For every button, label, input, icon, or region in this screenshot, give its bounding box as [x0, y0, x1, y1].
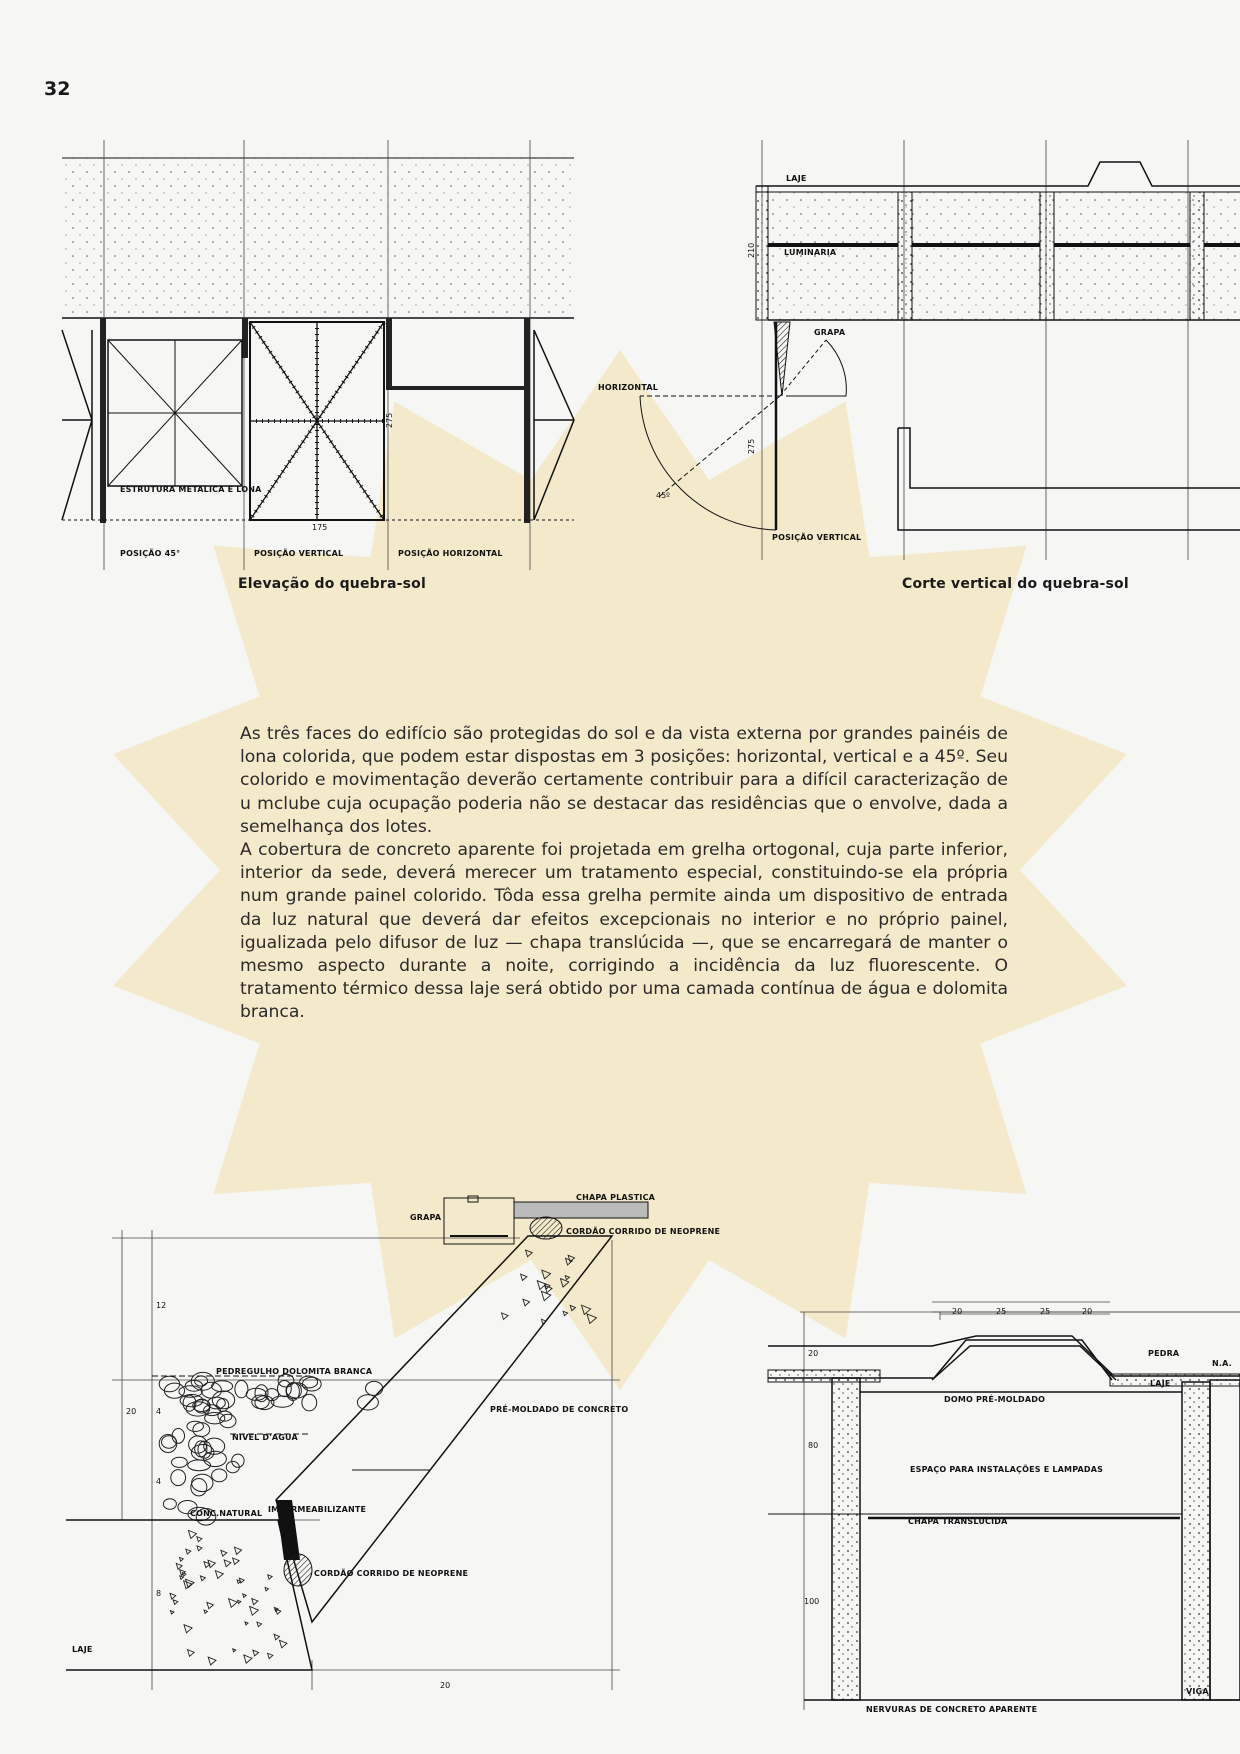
svg-text:CORDÃO CORRIDO DE NEOPRENE: CORDÃO CORRIDO DE NEOPRENE — [314, 1569, 469, 1578]
svg-text:IMPERMEABILIZANTE: IMPERMEABILIZANTE — [268, 1505, 367, 1514]
svg-text:CHAPA PLASTICA: CHAPA PLASTICA — [576, 1193, 656, 1202]
gravel-piece — [233, 1558, 240, 1565]
svg-text:CONC.NATURAL: CONC.NATURAL — [190, 1509, 263, 1518]
svg-text:80: 80 — [808, 1441, 819, 1450]
svg-text:LAJE: LAJE — [72, 1645, 93, 1654]
gravel-piece — [265, 1587, 269, 1591]
stone — [212, 1469, 227, 1482]
svg-text:25: 25 — [1040, 1307, 1051, 1316]
gravel-piece — [560, 1279, 568, 1287]
gravel-piece — [541, 1319, 546, 1324]
gravel-piece — [521, 1274, 527, 1280]
paragraph-2: A cobertura de concreto aparente foi projetada em grelha ortogonal, cuja parte inferior, interior da sede, deverá merecer um tratamento especial, constituindo-se ela própria num grande painel colorido. Tôda essa grelha permite ainda um dispositivo de entrada da luz natural que deverá dar efeitos excepcionais no interior e no próprio painel, igualizada pelo difusor de luz — chapa translúcida —, que se encarregará de manter o mesmo aspecto durante a noite, corrigindo a incidência da luz fluorescente. O tratamento térmico dessa laje será obtido por uma camada contínua de água e dolomita branca. — [240, 840, 1008, 1023]
gravel-piece — [250, 1606, 259, 1615]
gravel-piece — [537, 1281, 546, 1290]
stone — [172, 1429, 184, 1444]
svg-text:275: 275 — [747, 438, 756, 454]
gravel-piece — [197, 1546, 202, 1551]
page-number: 32 — [44, 78, 71, 100]
svg-text:100: 100 — [804, 1597, 820, 1606]
gravel-piece — [233, 1649, 236, 1652]
gravel-piece — [173, 1600, 178, 1605]
stone — [302, 1394, 317, 1411]
gravel-piece — [188, 1650, 195, 1657]
gravel-piece — [526, 1250, 533, 1257]
detail-domo-drawing — [66, 1193, 720, 1690]
svg-text:GRAPA: GRAPA — [410, 1213, 442, 1222]
svg-text:LAJE: LAJE — [786, 174, 807, 183]
stone — [192, 1474, 213, 1491]
gravel-piece — [229, 1599, 238, 1608]
gravel-piece — [245, 1622, 248, 1625]
gravel-piece — [180, 1576, 183, 1579]
svg-text:HORIZONTAL: HORIZONTAL — [598, 383, 659, 392]
gravel-piece — [268, 1653, 273, 1658]
gravel-piece — [224, 1560, 231, 1567]
gravel-piece — [565, 1276, 569, 1280]
detail-grelha-drawing — [768, 1302, 1240, 1714]
svg-text:210: 210 — [747, 242, 756, 258]
svg-text:4: 4 — [156, 1407, 162, 1416]
svg-text:POSIÇÃO 45°: POSIÇÃO 45° — [120, 549, 181, 558]
svg-text:DOMO PRÉ-MOLDADO: DOMO PRÉ-MOLDADO — [944, 1395, 1046, 1404]
gravel-piece — [274, 1634, 279, 1639]
svg-text:LAJE: LAJE — [1150, 1379, 1171, 1388]
gravel-piece — [238, 1600, 241, 1603]
stone — [188, 1460, 211, 1471]
gravel-piece — [268, 1575, 272, 1579]
gravel-piece — [523, 1299, 530, 1306]
svg-text:20: 20 — [126, 1407, 137, 1416]
stone — [187, 1421, 204, 1431]
svg-text:ESTRUTURA METALICA E LONA: ESTRUTURA METALICA E LONA — [120, 485, 262, 494]
gravel-piece — [252, 1599, 258, 1605]
svg-text:POSIÇÃO VERTICAL: POSIÇÃO VERTICAL — [254, 549, 344, 558]
gravel-piece — [179, 1557, 183, 1561]
stone — [232, 1454, 244, 1467]
svg-text:CHAPA TRANSLUCIDA: CHAPA TRANSLUCIDA — [908, 1517, 1008, 1526]
stone — [302, 1377, 321, 1391]
stone — [172, 1457, 188, 1467]
gravel-piece — [542, 1270, 551, 1279]
svg-text:25: 25 — [996, 1307, 1007, 1316]
gravel-piece — [234, 1547, 241, 1554]
gravel-piece — [257, 1622, 262, 1627]
gravel-piece — [243, 1594, 247, 1598]
stone — [204, 1451, 227, 1466]
stone — [366, 1381, 383, 1395]
gravel-piece — [279, 1640, 287, 1648]
gravel-piece — [570, 1305, 575, 1310]
gravel-piece — [587, 1314, 597, 1324]
svg-text:VIGA: VIGA — [1186, 1687, 1209, 1696]
svg-text:20: 20 — [952, 1307, 963, 1316]
caption-elevation: Elevação do quebra-sol — [238, 576, 426, 592]
gravel-piece — [502, 1313, 509, 1320]
stone — [217, 1399, 229, 1412]
gravel-piece — [170, 1593, 176, 1599]
gravel-piece — [204, 1610, 207, 1613]
svg-text:20: 20 — [1082, 1307, 1093, 1316]
svg-text:PEDREGULHO DOLOMITA BRANCA: PEDREGULHO DOLOMITA BRANCA — [216, 1367, 373, 1376]
svg-text:20: 20 — [808, 1349, 819, 1358]
gravel-piece — [197, 1537, 202, 1542]
gravel-piece — [568, 1255, 574, 1261]
paragraph-1: As três faces do edifício são protegidas do sol e da vista externa por grandes painéis de lona colorida, que podem estar dispostas em 3 posições: horizontal, vertical e a 45º. Seu colorido e movimentação deverão certamente contribuir para a difícil caracterização de u mclube cuja ocupação poderia não se destacar das residências que o envolve, dada a semelhança dos lotes. — [240, 724, 1008, 837]
stone — [286, 1383, 307, 1398]
svg-text:PRÉ-MOLDADO DE CONCRETO: PRÉ-MOLDADO DE CONCRETO — [490, 1405, 629, 1414]
stone — [235, 1380, 248, 1397]
gravel-piece — [221, 1550, 227, 1556]
gravel-piece — [188, 1530, 196, 1538]
gravel-piece — [200, 1576, 205, 1581]
gravel-piece — [563, 1311, 568, 1316]
gravel-piece — [215, 1571, 223, 1579]
stone — [271, 1396, 293, 1407]
stone — [278, 1381, 292, 1397]
svg-text:45º: 45º — [656, 491, 670, 500]
svg-text:12: 12 — [156, 1301, 167, 1310]
svg-text:POSIÇÃO VERTICAL: POSIÇÃO VERTICAL — [772, 533, 862, 542]
gravel-piece — [208, 1657, 216, 1665]
gravel-piece — [204, 1562, 210, 1568]
gravel-piece — [186, 1549, 191, 1554]
stone — [163, 1499, 176, 1510]
gravel-piece — [170, 1611, 174, 1615]
stone — [186, 1402, 210, 1416]
svg-text:GRAPA: GRAPA — [814, 328, 846, 337]
svg-text:NIVEL D'AGUA: NIVEL D'AGUA — [232, 1433, 298, 1442]
svg-text:CORDÃO CORRIDO DE NEOPRENE: CORDÃO CORRIDO DE NEOPRENE — [566, 1227, 721, 1236]
svg-text:N.A.: N.A. — [1212, 1359, 1232, 1368]
gravel-piece — [207, 1602, 213, 1608]
stone — [205, 1413, 225, 1424]
svg-text:ESPAÇO PARA INSTALAÇÕES E LAMP: ESPAÇO PARA INSTALAÇÕES E LAMPADAS — [910, 1465, 1104, 1474]
stone — [171, 1470, 186, 1486]
gravel-piece — [582, 1305, 591, 1314]
svg-text:8: 8 — [156, 1589, 162, 1598]
svg-text:20: 20 — [440, 1681, 451, 1690]
gravel-piece — [182, 1573, 186, 1577]
stone — [357, 1395, 378, 1410]
gravel-piece — [176, 1563, 182, 1569]
gravel-piece — [184, 1625, 192, 1633]
svg-text:PEDRA: PEDRA — [1148, 1349, 1180, 1358]
caption-section: Corte vertical do quebra-sol — [902, 576, 1129, 592]
svg-text:LUMINARIA: LUMINARIA — [784, 248, 837, 257]
gravel-piece — [253, 1650, 259, 1656]
svg-text:4: 4 — [156, 1477, 162, 1486]
gravel-piece — [541, 1291, 550, 1300]
gravel-piece — [244, 1655, 252, 1663]
svg-text:NERVURAS DE CONCRETO APARENTE: NERVURAS DE CONCRETO APARENTE — [866, 1705, 1038, 1714]
svg-text:275: 275 — [385, 412, 394, 428]
svg-text:175: 175 — [312, 523, 328, 532]
svg-text:POSIÇÃO HORIZONTAL: POSIÇÃO HORIZONTAL — [398, 549, 503, 558]
